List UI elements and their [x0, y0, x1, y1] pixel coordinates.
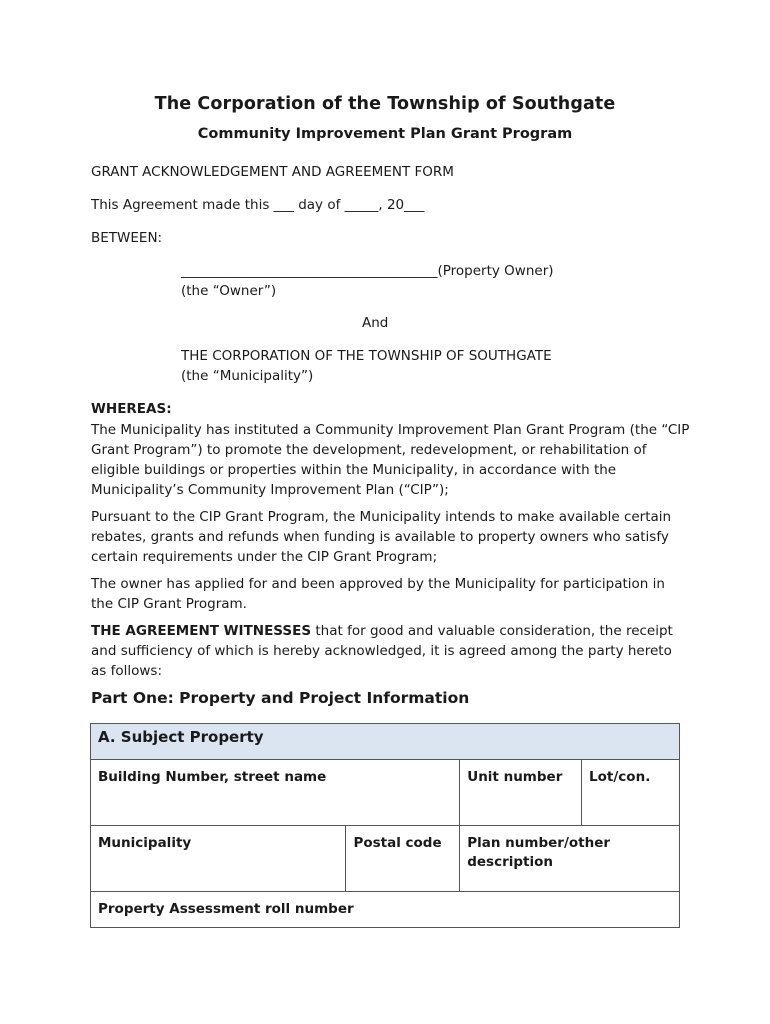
whereas-paragraph-2: Pursuant to the CIP Grant Program, the Municipality intends to make available certain rebates, grants and refunds when funding is available to property owners who satisfy certain requirements under the CIP Grant Program;: [91, 509, 672, 565]
unit-number-field[interactable]: Unit number: [460, 760, 582, 826]
municipality-alias: (the “Municipality”): [181, 368, 314, 384]
between-label: BETWEEN:: [91, 230, 163, 246]
whereas-paragraph-1: The Municipality has instituted a Community Improvement Plan Grant Program (the “CIP Grant Program”) to promote the development, redevelopment, or rehabilitation of eligible buildings or properties within the Municipality, in accordance with the Municipality’s Community Improvement Plan (“CIP”);: [91, 422, 690, 498]
assessment-roll-field[interactable]: Property Assessment roll number: [91, 892, 680, 928]
witnesses-bold-text: THE AGREEMENT WITNESSES: [91, 623, 312, 639]
subject-property-header: A. Subject Property: [91, 724, 680, 760]
municipality-party-line: THE CORPORATION OF THE TOWNSHIP OF SOUTHGATE: [181, 348, 552, 364]
municipality-field[interactable]: Municipality: [91, 826, 346, 892]
plan-number-field[interactable]: Plan number/other description: [460, 826, 680, 892]
whereas-heading: WHEREAS:: [91, 401, 172, 417]
whereas-paragraph-3: The owner has applied for and been approved by the Municipality for participation in the CIP Grant Program.: [91, 576, 665, 612]
part-one-heading: Part One: Property and Project Information: [91, 689, 470, 707]
lot-con-field[interactable]: Lot/con.: [582, 760, 680, 826]
document-title: The Corporation of the Township of Southgate: [154, 94, 616, 114]
and-label: And: [362, 315, 389, 331]
form-name: GRANT ACKNOWLEDGEMENT AND AGREEMENT FORM: [91, 164, 454, 180]
agreement-witnesses-paragraph: [91, 621, 691, 681]
witnesses-body-text: that for good and valuable consideration, the receipt and sufficiency of which is hereby acknowledged, it is agreed among the party hereto as follows:: [91, 623, 673, 679]
owner-alias: (the “Owner”): [181, 283, 277, 299]
document-subtitle: Community Improvement Plan Grant Program: [197, 126, 573, 142]
subject-property-table: [90, 723, 680, 928]
postal-code-field[interactable]: Postal code: [346, 826, 460, 892]
property-owner-line: ______________________________________(Property Owner): [181, 263, 554, 279]
agreement-date-line: This Agreement made this ___ day of _____, 20___: [91, 197, 425, 213]
building-street-field[interactable]: Building Number, street name: [91, 760, 460, 826]
